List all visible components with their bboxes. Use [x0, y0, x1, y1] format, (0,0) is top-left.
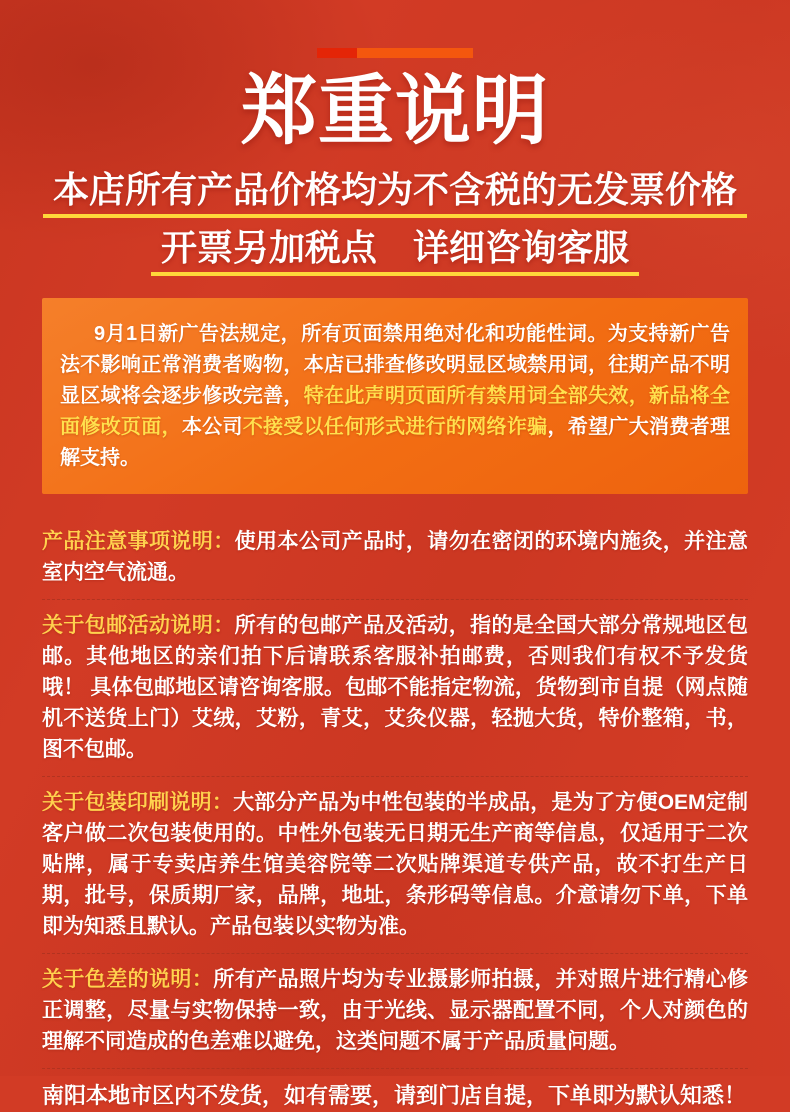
section-paragraph-2 — [42, 610, 748, 765]
dotted-divider — [42, 953, 748, 954]
banner — [0, 0, 790, 276]
advertising-law-notice-box — [42, 298, 748, 494]
section-paragraph-3 — [42, 787, 748, 942]
subtitle-line-1 — [0, 168, 790, 218]
notice-emphasis-segment: 不接受以任何形式进行的网络诈骗 — [242, 416, 548, 439]
dotted-divider — [42, 1068, 748, 1069]
section-body: 大部分产品为中性包装的半成品，是为了方便OEM定制客户做二次包装使用的。中性外包装无日期无生产商等信息，仅适用于二次贴牌，属于专卖店养生馆美容院等二次贴牌渠道专供产品，故不打生产日期，批号，保质期厂家，品牌，地址，条形码等信息。介意请勿下单，下单即为知悉且默认。产品包装以实物为准。 — [42, 791, 748, 939]
section-title: 产品注意事项说明： — [42, 530, 235, 554]
advertising-law-notice-text — [60, 319, 730, 474]
info-sections — [42, 494, 748, 1112]
section-paragraph-1 — [42, 526, 748, 588]
section-body: 使用本公司产品时，请勿在密闭的环境内施灸，并注意室内空气流通。 — [42, 530, 748, 585]
page-title: 郑重说明 — [241, 69, 549, 154]
section-body: 所有的包邮产品及活动，指的是全国大部分常规地区包邮。其他地区的亲们拍下后请联系客服补拍邮费，否则我们有权不予发货哦！ 具体包邮地区请咨询客服。包邮不能指定物流，货物到市自提（网点随机不送货上门）艾绒，艾粉，青艾，艾灸仪器，轻抛大货，特价整箱，书，图不包邮。 — [42, 614, 748, 762]
notice-emphasis-segment: 特在此声明页面所有禁用词全部失效，新品将全面修改页面， — [60, 385, 730, 439]
local-pickup-notice: 南阳本地市区内不发货，如有需要，请到门店自提，下单即为默认知悉！ — [42, 1083, 747, 1109]
decoration-bar-orange-segment — [357, 48, 473, 58]
dotted-divider — [42, 599, 748, 600]
subtitle-line-1-text: 本店所有产品价格均为不含税的无发票价格 — [43, 168, 747, 218]
section-paragraph-4 — [42, 964, 748, 1057]
notice-segment: 本公司 — [181, 416, 243, 439]
decoration-bar-red-segment — [317, 48, 357, 58]
notice-segment: 9月1日新广告法规定，所有页面禁用绝对化和功能性词。为支持新广告法不影响正常消费者购物，本店已排查修改明显区域禁用词，往期产品不明显区域将会逐步修改完善， — [60, 323, 730, 408]
dotted-divider — [42, 776, 748, 777]
notice-segment: ，希望广大消费者理解支持。 — [60, 416, 730, 470]
section-title: 关于包装印刷说明： — [42, 791, 234, 815]
section-title: 关于包邮活动说明： — [42, 614, 235, 638]
section-body: 所有产品照片均为专业摄影师拍摄，并对照片进行精心修正调整，尽量与实物保持一致，由于光线、显示器配置不同，个人对颜色的理解不同造成的色差难以避免，这类问题不属于产品质量问题。 — [42, 968, 748, 1054]
section-title: 关于色差的说明： — [42, 968, 214, 992]
subtitle-line-2 — [0, 226, 790, 276]
subtitle-line-2-text: 开票另加税点 详细咨询客服 — [151, 226, 639, 276]
title-decoration-bar — [317, 48, 473, 58]
